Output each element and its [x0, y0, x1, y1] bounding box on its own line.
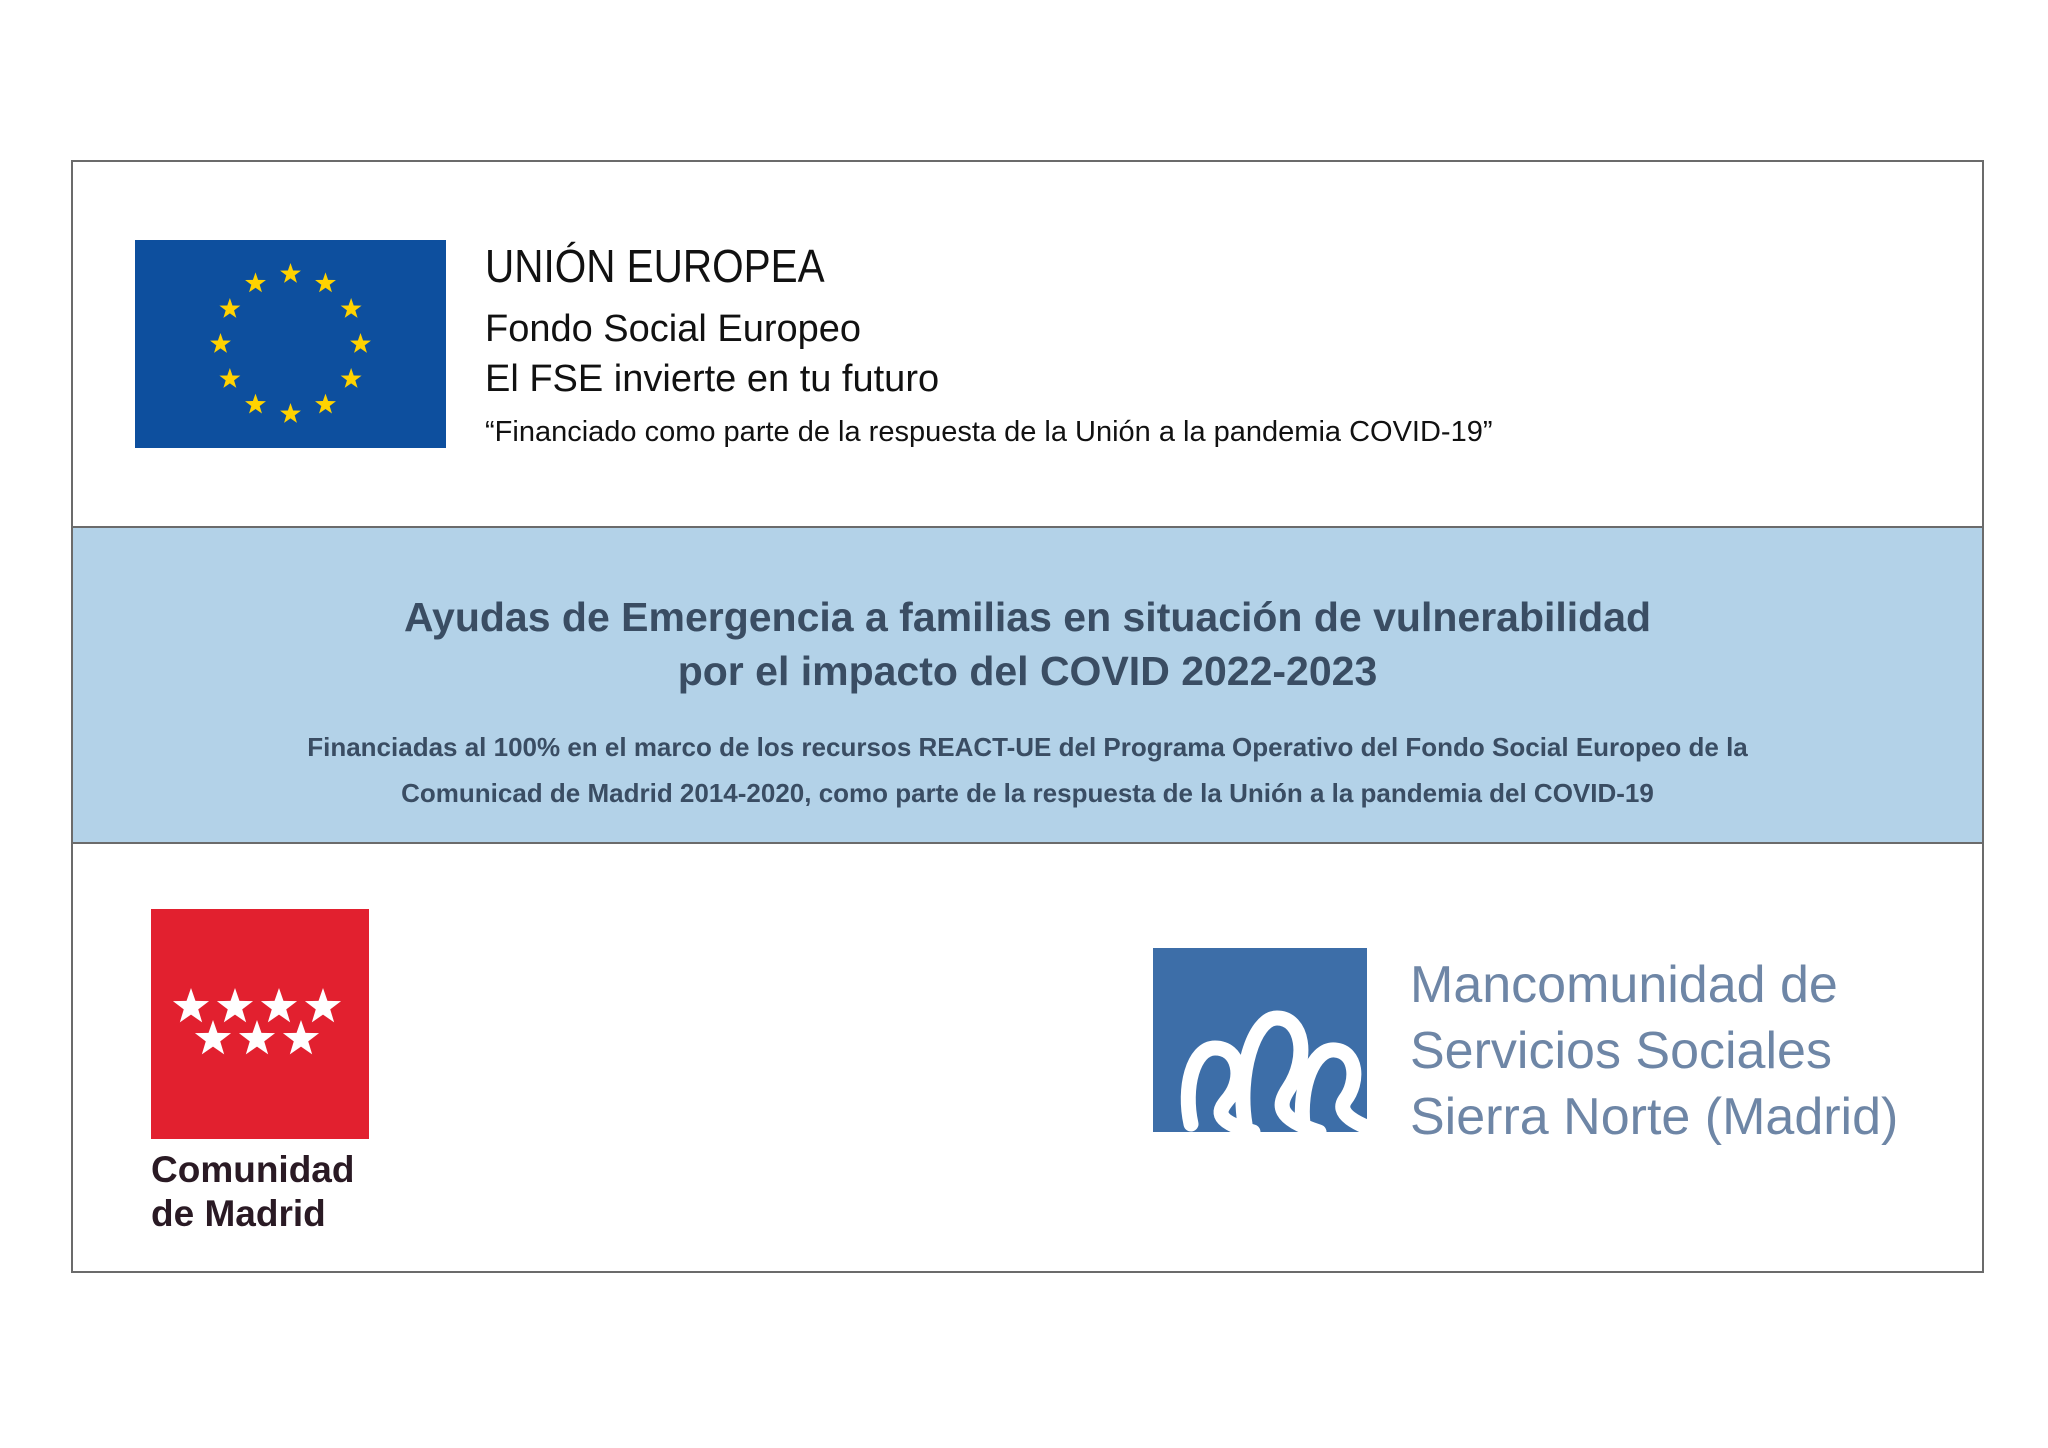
eu-flag-icon — [135, 240, 446, 448]
mancomunidad-name-line-3: Sierra Norte (Madrid) — [1410, 1088, 1899, 1146]
partner-logos — [73, 844, 1982, 1273]
funding-poster — [71, 160, 1984, 1273]
program-band — [73, 526, 1982, 844]
comunidad-madrid-name — [151, 1148, 354, 1236]
program-funding-note — [73, 724, 1982, 816]
program-funding-note-line-2: Comunicad de Madrid 2014-2020, como parte de la respuesta de la Unión a la pandemia del COVID-19 — [401, 778, 1654, 808]
program-title-line-2: por el impacto del COVID 2022-2023 — [677, 648, 1378, 694]
eu-tagline: El FSE invierte en tu futuro — [485, 358, 940, 400]
comunidad-madrid-name-line-1: Comunidad — [151, 1149, 355, 1190]
eu-title: UNIÓN EUROPEA — [485, 240, 825, 292]
mancomunidad-people-emblem-icon — [1153, 948, 1403, 1148]
comunidad-madrid-stars-icon — [151, 909, 369, 1139]
eu-text-block — [485, 240, 1493, 452]
program-title — [73, 590, 1982, 698]
program-title-line-1: Ayudas de Emergencia a familias en situación de vulnerabilidad — [403, 594, 1652, 640]
eu-fund-name: Fondo Social Europeo — [485, 308, 862, 350]
mancomunidad-name-line-1: Mancomunidad de — [1410, 956, 1838, 1014]
mancomunidad-name-line-2: Servicios Sociales — [1410, 1022, 1832, 1080]
mancomunidad-name — [1410, 952, 1898, 1150]
program-funding-note-line-1: Financiadas al 100% en el marco de los recursos REACT-UE del Programa Operativo del Fondo Social Europeo de la — [307, 732, 1748, 762]
comunidad-madrid-name-line-2: de Madrid — [151, 1193, 326, 1234]
eu-header — [73, 162, 1982, 526]
eu-financed-statement: “Financiado como parte de la respuesta de la Unión a la pandemia COVID-19” — [485, 416, 1493, 448]
